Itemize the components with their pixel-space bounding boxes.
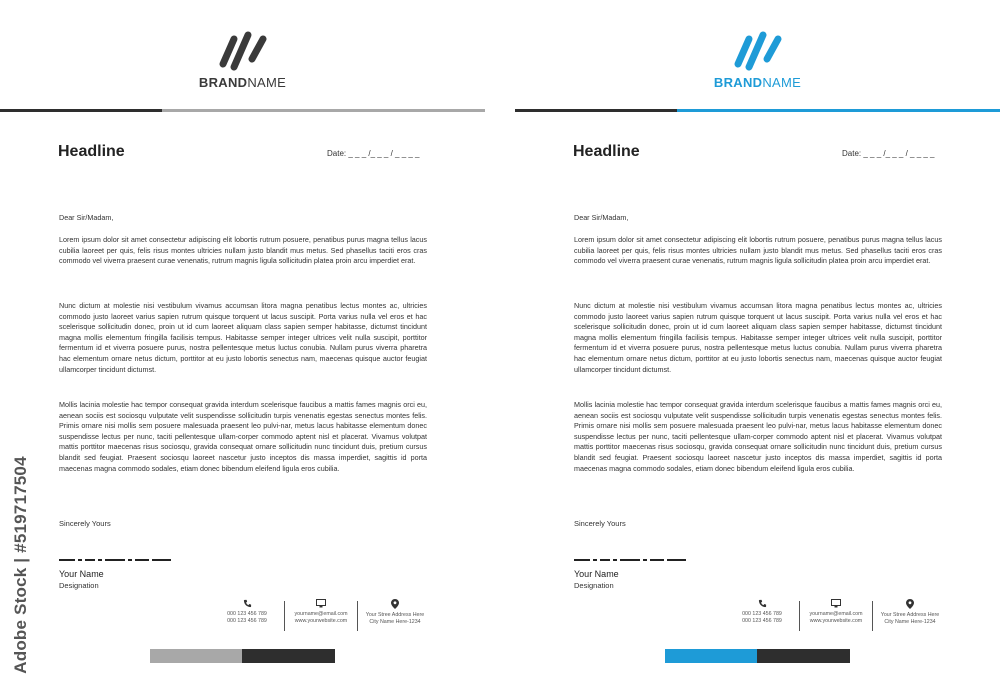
- signer-designation: Designation: [59, 581, 99, 590]
- location-pin-icon: [906, 599, 914, 609]
- contact-divider: [799, 601, 800, 631]
- location-pin-icon: [391, 599, 399, 609]
- greeting: Dear Sir/Madam,: [59, 213, 114, 222]
- contact-address: Your Stree Address Here City Name Here-1234: [360, 599, 430, 626]
- body-paragraph-2: Nunc dictum at molestie nisi vestibulum vivamus accumsan litora magna penatibus lectus montes ac, ultricies commodo justo laoreet varius sapien rutrum quisque torquent ut lacus suscipit. Porta varius nulla vel eros et hac scelerisque sollicitudin donec, proin ut id cum laoreet aliquam class sapien semper habitasse, dictumst tincidunt magna mollis elementum fringilla facilisis tempus. Habitasse semper integer ultrices velit nulla suscipit, porttitor fermentum id et viverra posuere purus, nostra pellentesque metus luctus conubia. Nullam purus viverra pharetra hac elementum ornare netus dictum, porttitor at eu justo lobortis senectus nam, maecenas quisque auctor feugiat ullamcorper tincidunt dictumst.: [59, 301, 427, 374]
- body-paragraph-3: Mollis lacinia molestie hac tempor consequat gravida interdum scelerisque faucibus a mattis fames magnis orci eu, aenean sociis est sociosqu vulputate velit suspendisse sollicitudin turpis venenatis egestas senectus montes felis. Primis ornare nisi mollis sem posuere malesuada praesent leo pulvi-nar, metus lacus habitasse elementum donec suspendisse lectus per nunc, taciti pellentesque ullam-corper commodo aptent nisl et placerat. Vivamus volutpat mattis porttitor maecenas risus sociosqu, gravida consequat ornare sollicitudin nunc tincidunt duis, pretium cursus blandit sed feugiat. Praesent sociosqu laoreet nascetur justo inceptos dis massa imperdiet, sagittis id porta maecenas magna commodo sodales, etiam donec bibendum eleifend ligula eros cubilia.: [574, 400, 942, 473]
- letterhead-gray: [0, 0, 485, 685]
- body-paragraph-2: Nunc dictum at molestie nisi vestibulum vivamus accumsan litora magna penatibus lectus montes ac, ultricies commodo justo laoreet varius sapien rutrum quisque torquent ut lacus suscipit. Porta varius nulla vel eros et hac scelerisque sollicitudin donec, proin ut id cum laoreet aliquam class sapien semper habitasse, dictumst tincidunt magna mollis elementum fringilla facilisis tempus. Habitasse semper integer ultrices velit nulla suscipit, porttitor fermentum id et viverra posuere purus, nostra pellentesque metus luctus conubia. Nullam purus viverra pharetra hac elementum ornare netus dictum, porttitor at eu justo lobortis senectus nam, maecenas quisque auctor feugiat ullamcorper tincidunt dictumst.: [574, 301, 942, 374]
- brand-mark-icon: [213, 30, 273, 72]
- contact-divider: [357, 601, 358, 631]
- greeting: Dear Sir/Madam,: [574, 213, 629, 222]
- stock-watermark-text: Adobe Stock | #519717504: [11, 456, 30, 674]
- headline: Headline: [58, 143, 125, 160]
- body-paragraph-3: Mollis lacinia molestie hac tempor consequat gravida interdum scelerisque faucibus a mattis fames magnis orci eu, aenean sociis est sociosqu vulputate velit suspendisse sollicitudin turpis venenatis egestas senectus montes felis. Primis ornare nisi mollis sem posuere malesuada praesent leo pulvi-nar, metus lacus habitasse elementum donec suspendisse lectus per nunc, taciti pellentesque ullam-corper commodo aptent nisl et placerat. Vivamus volutpat mattis porttitor maecenas risus sociosqu, gravida consequat ornare sollicitudin nunc tincidunt duis, pretium cursus blandit sed feugiat. Praesent sociosqu laoreet nascetur justo inceptos dis massa imperdiet, sagittis id porta maecenas magna commodo sodales, etiam donec bibendum eleifend ligula eros cubilia.: [59, 400, 427, 473]
- brand-logo: [515, 30, 1000, 90]
- brand-name: BRANDNAME: [198, 75, 287, 90]
- body-paragraph-1: Lorem ipsum dolor sit amet consectetur adipiscing elit lobortis rutrum posuere, penatibus purus magna tellus lacus cubilia laoreet per quis, felis risus montes ultricies nullam justo blandit mus metus. Sed phasellus taciti eros cras commodo vel viverra praesent curae venenatis, rutrum magnis ligula sollicitudin platea proin arcu imperdiet erat.: [574, 235, 942, 266]
- signature-line: [59, 558, 171, 562]
- footer-bar-dark: [757, 649, 850, 663]
- date-field: Date: _ _ _ /_ _ _ / _ _ _ _: [327, 149, 420, 158]
- headline: Headline: [573, 143, 640, 160]
- footer-bar-accent: [150, 649, 242, 663]
- phone-icon: [758, 599, 767, 608]
- contact-divider: [284, 601, 285, 631]
- monitor-icon: [316, 599, 326, 608]
- brand-name: BRANDNAME: [713, 75, 802, 90]
- contact-divider: [872, 601, 873, 631]
- closing: Sincerely Yours: [59, 519, 111, 528]
- signer-name: Your Name: [574, 569, 619, 579]
- closing: Sincerely Yours: [574, 519, 626, 528]
- contact-phone: 000 123 456 789 000 123 456 789: [737, 599, 787, 625]
- signature-line: [574, 558, 686, 562]
- signer-designation: Designation: [574, 581, 614, 590]
- header-rule-accent: [162, 109, 485, 112]
- contact-web: yourname@email.com www.yourwebsite.com: [803, 599, 869, 625]
- contact-address: Your Stree Address Here City Name Here-1234: [875, 599, 945, 626]
- monitor-icon: [831, 599, 841, 608]
- body-paragraph-1: Lorem ipsum dolor sit amet consectetur adipiscing elit lobortis rutrum posuere, penatibus purus magna tellus lacus cubilia laoreet per quis, felis risus montes ultricies nullam justo blandit mus metus. Sed phasellus taciti eros cras commodo vel viverra praesent curae venenatis, rutrum magnis ligula sollicitudin platea proin arcu imperdiet erat.: [59, 235, 427, 266]
- footer-bar-dark: [242, 649, 335, 663]
- footer-bar-accent: [665, 649, 757, 663]
- contact-phone: 000 123 456 789 000 123 456 789: [222, 599, 272, 625]
- contact-web: yourname@email.com www.yourwebsite.com: [288, 599, 354, 625]
- phone-icon: [243, 599, 252, 608]
- brand-mark-icon: [728, 30, 788, 72]
- header-rule-dark: [515, 109, 677, 112]
- signer-name: Your Name: [59, 569, 104, 579]
- date-field: Date: _ _ _ /_ _ _ / _ _ _ _: [842, 149, 935, 158]
- brand-logo: [0, 30, 485, 90]
- letterhead-blue: [515, 0, 1000, 685]
- header-rule-accent: [677, 109, 1000, 112]
- header-rule-dark: [0, 109, 162, 112]
